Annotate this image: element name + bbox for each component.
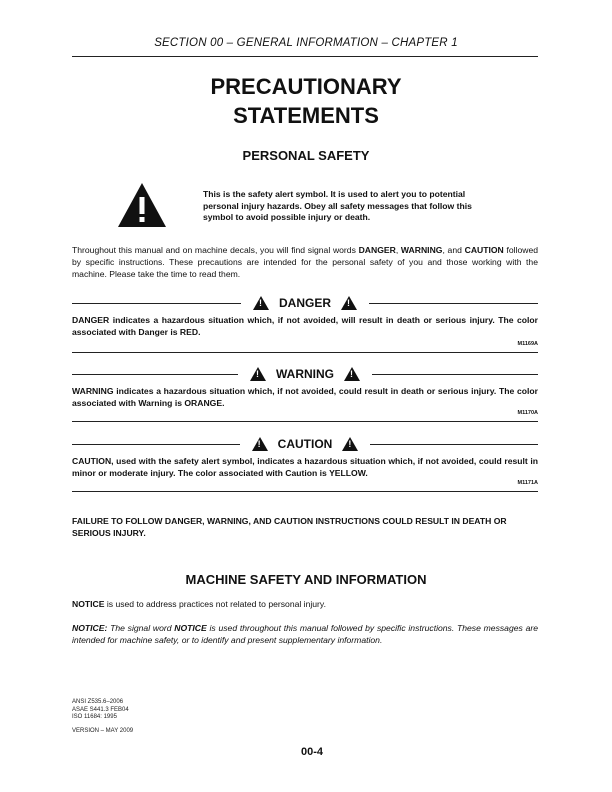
page-title-line2: STATEMENTS	[233, 103, 379, 128]
intro-danger: DANGER	[358, 245, 396, 255]
alert-triangle-icon	[341, 296, 357, 310]
intro-text: Throughout this manual and on machine decals, you will find signal words	[72, 245, 359, 255]
standard-asae: ASAE S441.3 FEB04	[72, 706, 129, 713]
rule	[369, 303, 538, 304]
danger-divider	[72, 352, 538, 353]
signal-words-intro	[72, 244, 538, 280]
rule	[72, 303, 241, 304]
safety-alert-description: This is the safety alert symbol. It is used to alert you to potential personal injury hazards. Obey all safety messages that follow this symbol to avoid possible injury or death.	[203, 189, 472, 222]
signal-word: CAUTION	[277, 437, 333, 451]
danger-signal-header	[72, 296, 538, 310]
caution-code: M1171A	[517, 480, 538, 486]
notice-word: NOTICE	[72, 599, 105, 609]
note-text: The signal word	[107, 623, 175, 633]
rule	[72, 374, 238, 375]
intro-sep: , and	[442, 245, 465, 255]
safety-alert-triangle-icon	[117, 182, 167, 228]
warning-description: WARNING indicates a hazardous situation which, if not avoided, could result in death or serious injury. The color associated with Warning is ORANGE.	[72, 386, 538, 408]
signal-word: WARNING	[276, 367, 334, 381]
intro-caution: CAUTION	[464, 245, 504, 255]
notice-text: is used to address practices not related to personal injury.	[104, 599, 326, 609]
caution-signal-header	[72, 437, 538, 451]
page-number: 00-4	[300, 746, 324, 758]
notice-note	[72, 622, 538, 646]
caution-divider	[72, 491, 538, 492]
rule	[72, 444, 240, 445]
alert-triangle-icon	[342, 437, 358, 451]
note-text: is used throughout this manual followed by specific instructions. These messages are intended for machine safety, or to identify and present supplementary information.	[72, 623, 538, 645]
notice-definition	[72, 598, 538, 610]
header-divider	[72, 56, 538, 57]
warning-divider	[72, 421, 538, 422]
signal-word: DANGER	[279, 296, 332, 310]
warning-code: M1170A	[517, 410, 538, 416]
section-header: SECTION 00 – GENERAL INFORMATION – CHAPTER 1	[154, 37, 458, 49]
standard-iso: ISO 11684: 1995	[72, 714, 117, 720]
standard-ansi: ANSI Z535.6–2006	[72, 699, 124, 705]
personal-safety-heading: PERSONAL SAFETY	[242, 148, 370, 163]
note-word: NOTICE	[174, 623, 207, 633]
alert-triangle-icon	[344, 367, 360, 381]
rule	[372, 374, 538, 375]
alert-triangle-icon	[250, 367, 266, 381]
intro-text: followed by specific instructions. These precautions are intended for the personal safety of you and those working with the machine. Please take the time to read them.	[72, 245, 538, 279]
warning-signal-header	[72, 367, 538, 381]
rule	[370, 444, 538, 445]
version-label: VERSION – MAY 2009	[72, 728, 134, 734]
intro-sep: ,	[395, 245, 401, 255]
standards-list	[72, 699, 129, 722]
caution-description: CAUTION, used with the safety alert symbol, indicates a hazardous situation which, if not avoided, could result in minor or moderate injury. The color associated with Caution is YELLOW.	[72, 456, 538, 478]
note-label: NOTICE:	[72, 623, 108, 633]
failure-warning: FAILURE TO FOLLOW DANGER, WARNING, AND CAUTION INSTRUCTIONS COULD RESULT IN DEATH OR SERIOUS INJURY.	[72, 516, 507, 538]
alert-triangle-icon	[253, 296, 269, 310]
danger-code: M1169A	[517, 341, 538, 347]
alert-triangle-icon	[252, 437, 268, 451]
intro-warning: WARNING	[400, 245, 443, 255]
page-title-line1: PRECAUTIONARY	[210, 74, 402, 99]
danger-description: DANGER indicates a hazardous situation which, if not avoided, will result in death or serious injury. The color associated with Danger is RED.	[72, 315, 538, 337]
machine-safety-heading: MACHINE SAFETY AND INFORMATION	[185, 572, 427, 587]
